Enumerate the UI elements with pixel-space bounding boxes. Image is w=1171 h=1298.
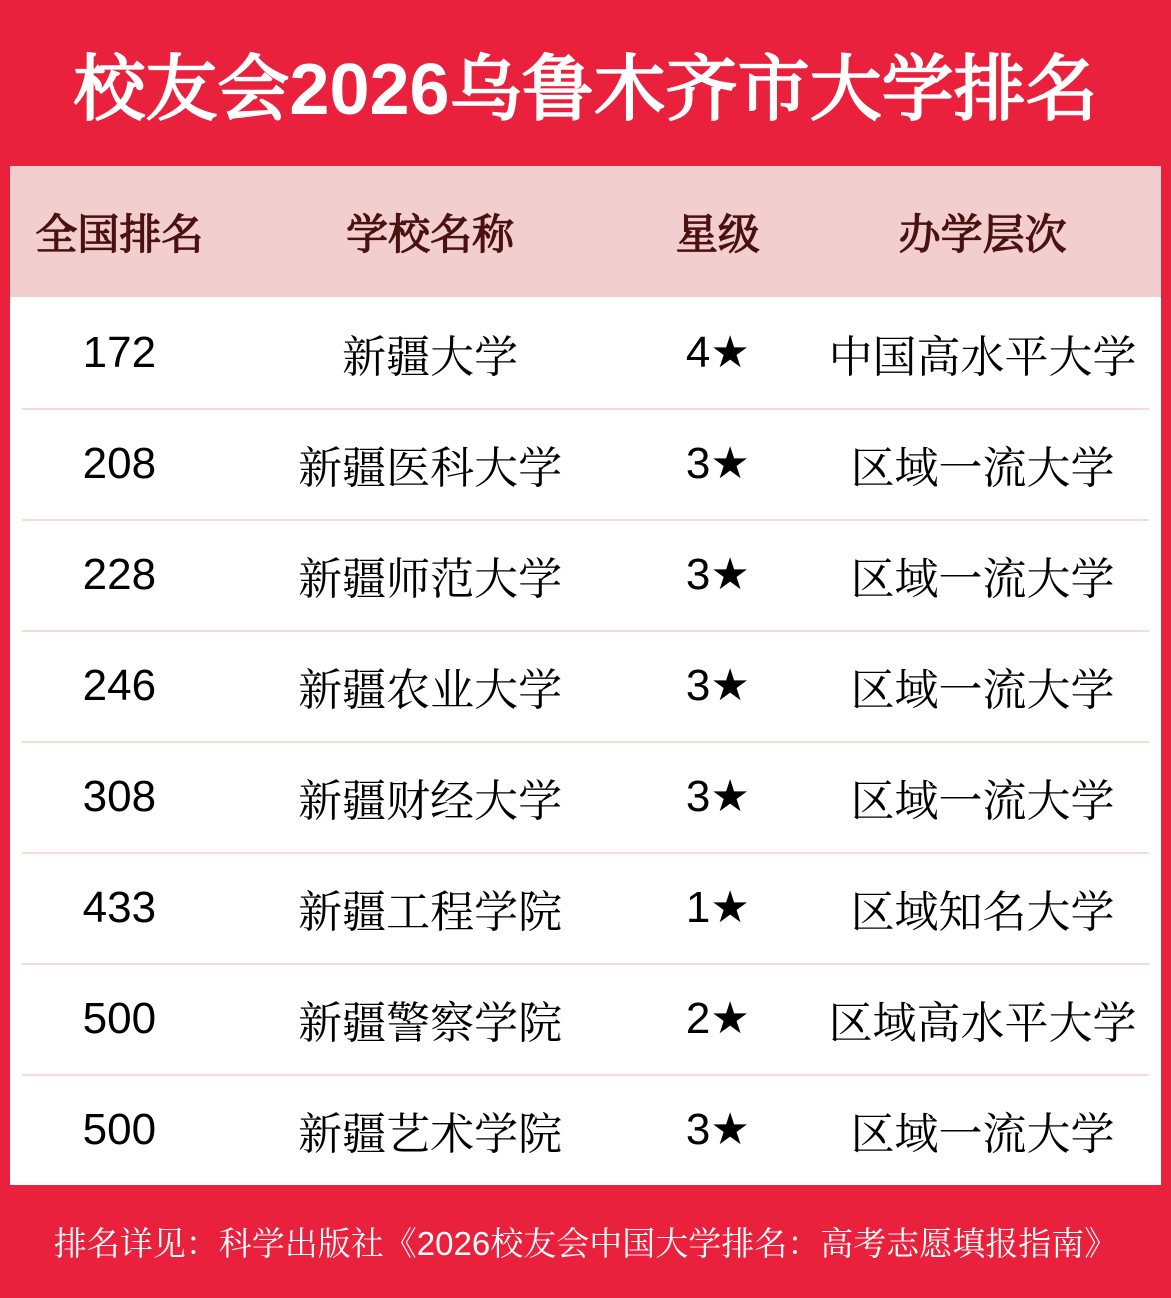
ranking-table <box>10 166 1161 1185</box>
rank-cell: 308 <box>82 771 157 821</box>
school-cell: 新疆大学 <box>342 332 519 382</box>
footer-note: 排名详见：科学出版社《2026校友会中国大学排名：高考志愿填报指南》 <box>53 1225 1118 1262</box>
level-cell: 区域一流大学 <box>850 554 1115 604</box>
rank-cell: 228 <box>82 549 157 599</box>
school-cell: 新疆医科大学 <box>298 443 563 493</box>
table-body <box>10 297 1161 1185</box>
level-cell: 区域一流大学 <box>850 665 1115 715</box>
page-title: 校友会2026乌鲁木齐市大学排名 <box>73 50 1098 130</box>
level-cell: 区域一流大学 <box>850 776 1115 826</box>
star-cell: 3★ <box>685 661 750 710</box>
table-row <box>10 297 1161 408</box>
col-header-school-level: 办学层次 <box>898 210 1067 258</box>
star-cell: 3★ <box>685 550 750 599</box>
table-row <box>10 852 1161 963</box>
star-cell: 3★ <box>685 772 750 821</box>
school-cell: 新疆财经大学 <box>298 776 563 826</box>
table-row <box>10 519 1161 630</box>
star-cell: 3★ <box>685 1105 750 1154</box>
school-cell: 新疆师范大学 <box>298 554 563 604</box>
school-cell: 新疆工程学院 <box>298 887 563 937</box>
star-cell: 2★ <box>685 994 750 1043</box>
rank-cell: 500 <box>82 993 157 1043</box>
col-header-national-rank: 全国排名 <box>35 210 204 258</box>
col-header-school-name: 学校名称 <box>346 210 515 258</box>
table-header-row <box>10 166 1161 297</box>
table-row <box>10 963 1161 1074</box>
level-cell: 区域知名大学 <box>850 887 1115 937</box>
school-cell: 新疆艺术学院 <box>298 1109 563 1159</box>
rank-cell: 208 <box>82 438 157 488</box>
level-cell: 区域一流大学 <box>850 1109 1115 1159</box>
rank-cell: 433 <box>82 882 157 932</box>
level-cell: 区域高水平大学 <box>828 998 1137 1048</box>
table-row <box>10 630 1161 741</box>
rank-cell: 500 <box>82 1104 157 1154</box>
table-row <box>10 408 1161 519</box>
footer-band <box>0 1185 1171 1298</box>
rank-cell: 246 <box>82 660 157 710</box>
table-row <box>10 1074 1161 1185</box>
col-header-star-rating: 星级 <box>675 210 760 258</box>
level-cell: 区域一流大学 <box>850 443 1115 493</box>
school-cell: 新疆警察学院 <box>298 998 563 1048</box>
star-cell: 1★ <box>685 883 750 932</box>
table-row <box>10 741 1161 852</box>
school-cell: 新疆农业大学 <box>298 665 563 715</box>
rank-cell: 172 <box>82 327 157 377</box>
star-cell: 4★ <box>685 328 750 377</box>
level-cell: 中国高水平大学 <box>828 332 1137 382</box>
title-band <box>0 0 1171 166</box>
star-cell: 3★ <box>685 439 750 488</box>
